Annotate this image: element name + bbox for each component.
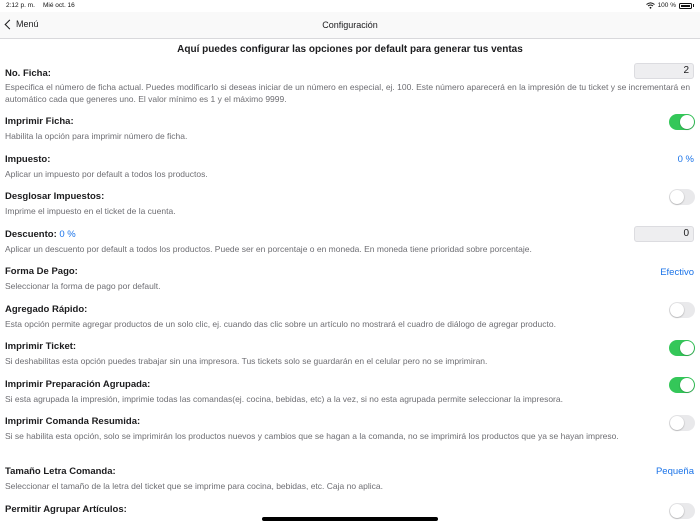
tamano-letra-title: Tamaño Letra Comanda: [5, 466, 116, 477]
tamano-letra-desc: Seleccionar el tamaño de la letra del ticket que se imprime para cocina, bebidas, etc. Caja no aplica. [5, 481, 383, 491]
agregado-rapido-title: Agregado Rápido: [5, 304, 88, 315]
setting-imprimir-ticket [0, 341, 700, 371]
battery-tip [693, 4, 694, 7]
battery-percent: 100 % [657, 2, 676, 9]
imprimir-preparacion-title: Imprimir Preparación Agrupada: [5, 379, 151, 390]
no-ficha-title: No. Ficha: [5, 68, 51, 79]
setting-imprimir-comanda [0, 416, 700, 458]
wifi-icon [646, 2, 655, 9]
setting-descuento [0, 229, 700, 259]
toggle-knob [670, 504, 684, 518]
imprimir-ticket-title: Imprimir Ticket: [5, 341, 77, 352]
impuesto-value[interactable]: 0 % [677, 154, 694, 165]
no-ficha-desc: Especifica el número de ficha actual. Puedes modificarlo si deseas iniciar de un número en especial, ej. 100. Este número aparecerá en la impresión de tu ticket y se incrementará en automático cada que generes uno. El valor mínimo es 1 y el máximo 9999. [5, 82, 691, 104]
forma-pago-value[interactable]: Efectivo [660, 267, 694, 278]
imprimir-comanda-title: Imprimir Comanda Resumida: [5, 416, 141, 427]
status-bar [0, 0, 700, 12]
imprimir-ficha-title: Imprimir Ficha: [5, 116, 74, 127]
impuesto-title: Impuesto: [5, 154, 51, 165]
forma-pago-title: Forma De Pago: [5, 266, 78, 277]
imprimir-preparacion-toggle[interactable] [669, 377, 695, 393]
back-label: Menú [16, 19, 39, 29]
status-time: 2:12 p. m. [6, 2, 35, 9]
descuento-input[interactable]: 0 [634, 226, 694, 242]
descuento-title [5, 229, 76, 240]
imprimir-comanda-desc: Si se habilita esta opción, solo se imprimirán los productos nuevos y cambios que se hagan a la comanda, no se imprimirá los productos que ya se hayan impreso. [5, 431, 619, 441]
status-date: Mié oct. 16 [43, 2, 75, 9]
descuento-percent[interactable]: 0 % [59, 229, 76, 240]
no-ficha-input[interactable]: 2 [634, 63, 694, 79]
nav-bar [0, 12, 700, 39]
setting-desglosar-impuestos [0, 191, 700, 221]
tamano-letra-value[interactable]: Pequeña [655, 466, 694, 477]
imprimir-preparacion-desc: Si esta agrupada la impresión, imprimie todas las comandas(ej. cocina, bebidas, etc) a la vez, si no esta agrupada permite seleccionar la impresora. [5, 394, 563, 404]
imprimir-ficha-toggle[interactable] [669, 114, 695, 130]
toggle-knob [680, 378, 694, 392]
setting-no-ficha [0, 67, 700, 109]
toggle-knob [670, 416, 684, 430]
setting-imprimir-ficha [0, 116, 700, 146]
setting-tamano-letra [0, 466, 700, 496]
setting-forma-pago [0, 266, 700, 296]
battery-icon [679, 3, 692, 9]
forma-pago-desc: Seleccionar la forma de pago por default. [5, 281, 161, 291]
page-title: Configuración [322, 20, 378, 30]
setting-permitir-agrupar [0, 503, 700, 525]
impuesto-desc: Aplicar un impuesto por default a todos los productos. [5, 169, 208, 179]
desglosar-toggle[interactable] [669, 189, 695, 205]
status-right [646, 2, 694, 9]
descuento-label: Descuento: [5, 229, 57, 240]
toggle-knob [680, 115, 694, 129]
imprimir-comanda-toggle[interactable] [669, 415, 695, 431]
permitir-agrupar-toggle[interactable] [669, 503, 695, 519]
desglosar-desc: Imprime el impuesto en el ticket de la cuenta. [5, 206, 176, 216]
agregado-rapido-toggle[interactable] [669, 302, 695, 318]
intro-text: Aquí puedes configurar las opciones por default para generar tus ventas [177, 44, 523, 55]
home-indicator[interactable] [262, 517, 438, 521]
setting-agregado-rapido [0, 304, 700, 334]
setting-impuesto [0, 154, 700, 184]
toggle-knob [680, 341, 694, 355]
imprimir-ticket-desc: Si deshabilitas esta opción puedes trabajar sin una impresora. Tus tickets solo se guardarán en el celular pero no se imprimiran. [5, 356, 488, 366]
agregado-rapido-desc: Esta opción permite agregar productos de un solo clic, ej. cuando das clic sobre un artículo no mostrará el cuadro de diálogo de agregar producto. [5, 319, 556, 329]
imprimir-ticket-toggle[interactable] [669, 340, 695, 356]
setting-imprimir-preparacion [0, 379, 700, 409]
permitir-agrupar-title: Permitir Agrupar Artículos: [5, 504, 127, 515]
descuento-desc: Aplicar un descuento por default a todos los productos. Puede ser en porcentaje o en moneda. En moneda tiene prioridad sobre porcentaje. [5, 244, 532, 254]
imprimir-ficha-desc: Habilita la opción para imprimir número de ficha. [5, 131, 188, 141]
desglosar-title: Desglosar Impuestos: [5, 191, 105, 202]
toggle-knob [670, 190, 684, 204]
toggle-knob [670, 303, 684, 317]
